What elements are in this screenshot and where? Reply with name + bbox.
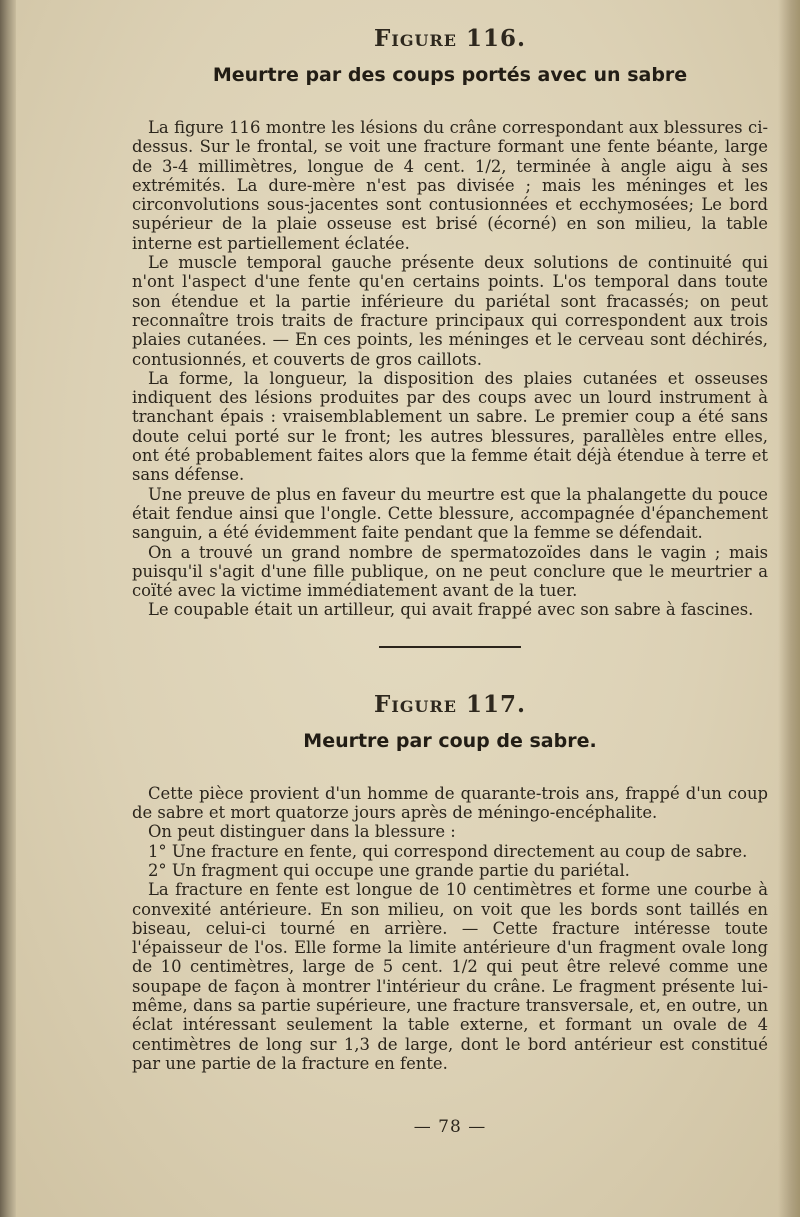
paragraph: Une preuve de plus en faveur du meurtre est que la phalangette du pouce était fendue ainsi que l'ongle. Cette blessure, accompagnée d'épanchement sanguin, a été évidemment faite pendant que la femme se défendait. bbox=[132, 484, 768, 543]
figure-116-label: Figure 116. bbox=[374, 25, 526, 52]
page-binding-shadow bbox=[0, 0, 16, 1217]
page-edge-shadow bbox=[778, 0, 800, 1217]
paragraph: Le coupable était un artilleur, qui avait frappé avec son sabre à fascines. bbox=[148, 600, 754, 620]
paragraph: La forme, la longueur, la disposition des plaies cutanées et osseuses indiquent des lésions produites par des coups avec un lourd instrument à tranchant épais : vraisemblablement un sabre. Le premier coup a été sans doute celui porté sur le front; les autres blessures, parallèles entre elles, ont été probablement faites alors que la femme était déjà étendue à terre et sans défense. bbox=[132, 368, 768, 485]
page-number: — 78 — bbox=[413, 1117, 487, 1138]
figure-117-label: Figure 117. bbox=[374, 690, 526, 718]
figure-116-title: Meurtre par des coups portés avec un sabre bbox=[212, 64, 688, 86]
paragraph: Cette pièce provient d'un homme de quarante-trois ans, frappé d'un coup de sabre et mort quatorze jours après de méningo-encéphalite. bbox=[132, 783, 768, 823]
section-divider bbox=[379, 646, 521, 648]
paragraph: La fracture en fente est longue de 10 centimètres et forme une courbe à convexité antérieure. En son milieu, on voit que les bords sont taillés en biseau, celui-ci tourné en arrière. — Cette fracture intéresse toute l'épaisseur de l'os. Elle forme la limite antérieure d'un fragment ovale long de 10 centimètres, large de 5 cent. 1/2 qui peut être relevé comme une soupape de façon à montrer l'intérieur du crâne. Le fragment présente lui-même, dans sa partie supérieure, une fracture transversale, et, en outre, un éclat intéressant seulement la table externe, et formant un ovale de 4 centimètres de long sur 1,3 de large, dont le bord antérieur est constitué par une partie de la fracture en fente. bbox=[132, 880, 768, 1073]
paragraph: Le muscle temporal gauche présente deux solutions de continuité qui n'ont l'aspect d'une fente qu'en certains points. L'os temporal dans toute son étendue et la partie inférieure du pariétal sont fracassés; on peut reconnaître trois traits de fracture principaux qui correspondent aux trois plaies cutanées. — En ces points, les méninges et le cerveau sont déchirés, contusionnés, et couverts de gros caillots. bbox=[132, 253, 768, 369]
paragraph: On a trouvé un grand nombre de spermatozoïdes dans le vagin ; mais puisqu'il s'agit d'une fille publique, on ne peut conclure que le meurtrier a coïté avec la victime immédiatement avant de la tuer. bbox=[132, 542, 768, 601]
paragraph: On peut distinguer dans la blessure : bbox=[148, 822, 456, 842]
paragraph: 2° Un fragment qui occupe une grande partie du pariétal. bbox=[148, 860, 630, 880]
paragraph: 1° Une fracture en fente, qui correspond directement au coup de sabre. bbox=[148, 841, 748, 861]
page-content bbox=[132, 22, 768, 1137]
figure-117-title: Meurtre par coup de sabre. bbox=[303, 729, 597, 752]
paragraph: La figure 116 montre les lésions du crâne correspondant aux blessures ci-dessus. Sur le frontal, se voit une fracture formant une fente béante, large de 3-4 millimètres, longue de 4 cent. 1/2, terminée à angle aigu à ses extrémités. La dure-mère n'est pas divisée ; mais les méninges et les circonvolutions sous-jacentes sont contusionnées et ecchymosées; Le bord supérieur de la plaie osseuse est brisé (écorné) en son milieu, la table interne est partiellement éclatée. bbox=[132, 118, 768, 253]
